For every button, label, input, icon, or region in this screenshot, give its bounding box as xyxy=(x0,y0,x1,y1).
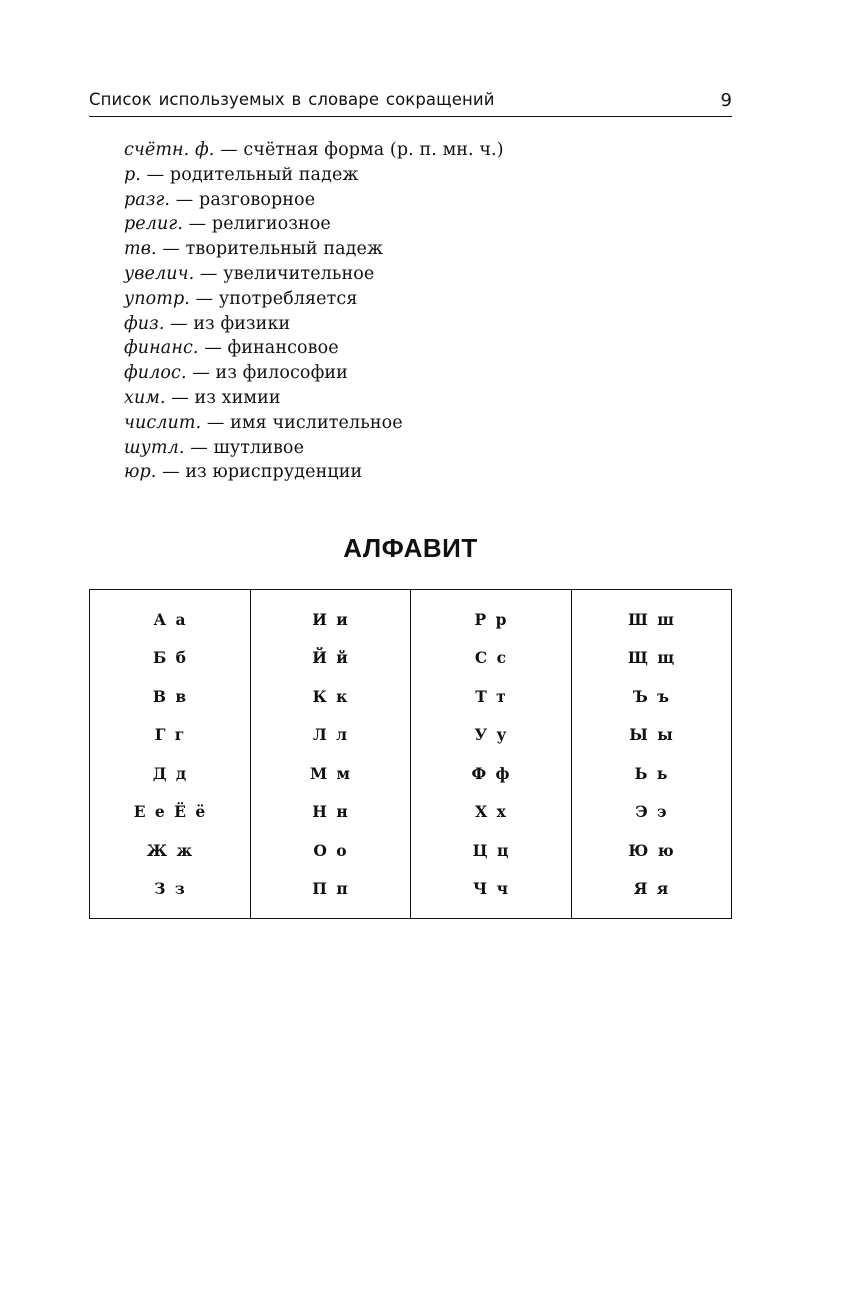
abbreviation-term: филос. xyxy=(124,363,187,384)
abbreviation-entry xyxy=(124,336,504,361)
abbreviation-entry xyxy=(124,361,504,386)
letter-cell: Ж ж xyxy=(90,831,251,870)
letter-cell: Ы ы xyxy=(571,716,732,755)
abbreviation-expansion: — из химии xyxy=(165,387,281,408)
letter-cell: Д д xyxy=(90,754,251,793)
letter-cell: Т т xyxy=(411,677,572,716)
letter-cell: М м xyxy=(250,754,411,793)
letter-cell: Ц ц xyxy=(411,831,572,870)
alphabet-row xyxy=(90,716,732,755)
letter-cell: Я я xyxy=(571,870,732,919)
abbreviation-entry xyxy=(124,237,504,262)
abbreviation-entry xyxy=(124,163,504,188)
alphabet-table xyxy=(89,589,732,919)
abbreviation-expansion: — из юриспруденции xyxy=(156,462,363,483)
alphabet-row xyxy=(90,677,732,716)
letter-cell: Е е Ё ё xyxy=(90,793,251,832)
abbreviation-expansion: — употребляется xyxy=(189,288,358,309)
letter-cell: К к xyxy=(250,677,411,716)
abbreviation-term: разг. xyxy=(124,189,171,210)
abbreviation-entry xyxy=(124,262,504,287)
letter-cell: В в xyxy=(90,677,251,716)
letter-cell: Ф ф xyxy=(411,754,572,793)
abbreviation-term: финанс. xyxy=(124,338,199,359)
abbreviation-expansion: — разговорное xyxy=(170,189,316,210)
abbreviation-entry xyxy=(124,436,504,461)
alphabet-row xyxy=(90,870,732,919)
letter-cell: Г г xyxy=(90,716,251,755)
alphabet-row xyxy=(90,754,732,793)
abbreviation-term: р. xyxy=(124,164,141,185)
abbreviation-expansion: — из философии xyxy=(186,363,348,384)
letter-cell: Н н xyxy=(250,793,411,832)
letter-cell: У у xyxy=(411,716,572,755)
letter-cell: О о xyxy=(250,831,411,870)
letter-cell: Р р xyxy=(411,590,572,639)
letter-cell: З з xyxy=(90,870,251,919)
abbreviation-term: счётн. ф. xyxy=(124,140,215,160)
abbreviation-entry xyxy=(124,411,504,436)
letter-cell: Э э xyxy=(571,793,732,832)
letter-cell: А а xyxy=(90,590,251,639)
alphabet-row xyxy=(90,639,732,678)
letter-cell: П п xyxy=(250,870,411,919)
letter-cell: Ь ь xyxy=(571,754,732,793)
abbreviation-term: числит. xyxy=(124,412,202,433)
abbreviation-entry xyxy=(124,460,504,485)
abbreviation-term: шутл. xyxy=(124,437,185,458)
letter-cell: Ш ш xyxy=(571,590,732,639)
letter-cell: Х х xyxy=(411,793,572,832)
abbreviation-entry xyxy=(124,212,504,237)
abbreviation-expansion: — счётная форма (р. п. мн. ч.) xyxy=(214,140,504,160)
abbreviation-expansion: — родительный падеж xyxy=(140,164,359,185)
abbreviation-term: тв. xyxy=(124,239,157,260)
abbreviation-entry xyxy=(124,138,504,163)
letter-cell: Л л xyxy=(250,716,411,755)
abbreviation-term: физ. xyxy=(124,313,165,334)
alphabet-row xyxy=(90,831,732,870)
letter-cell: Й й xyxy=(250,639,411,678)
letter-cell: И и xyxy=(250,590,411,639)
abbreviation-term: увелич. xyxy=(124,263,195,284)
letter-cell: Б б xyxy=(90,639,251,678)
header-title: Список используемых в словаре сокращений xyxy=(89,90,495,109)
abbreviation-entry xyxy=(124,386,504,411)
letter-cell: Щ щ xyxy=(571,639,732,678)
abbreviation-term: религ. xyxy=(124,214,183,235)
page-number: 9 xyxy=(720,90,732,111)
abbreviation-expansion: — имя числительное xyxy=(201,412,403,433)
letter-cell: Ю ю xyxy=(571,831,732,870)
abbreviation-expansion: — шутливое xyxy=(184,437,305,458)
abbreviation-expansion: — увеличительное xyxy=(194,263,375,284)
abbreviation-list xyxy=(124,138,504,485)
abbreviation-term: употр. xyxy=(124,288,190,309)
abbreviation-expansion: — финансовое xyxy=(198,338,339,359)
alphabet-row xyxy=(90,793,732,832)
running-header xyxy=(89,88,732,117)
abbreviation-entry xyxy=(124,312,504,337)
letter-cell: Ъ ъ xyxy=(571,677,732,716)
abbreviation-expansion: — творительный падеж xyxy=(156,239,384,260)
abbreviation-term: юр. xyxy=(124,462,157,483)
alphabet-row xyxy=(90,590,732,639)
abbreviation-expansion: — религиозное xyxy=(182,214,331,235)
abbreviation-entry xyxy=(124,287,504,312)
letter-cell: Ч ч xyxy=(411,870,572,919)
abbreviation-expansion: — из физики xyxy=(164,313,291,334)
alphabet-title: АЛФАВИТ xyxy=(343,533,478,563)
letter-cell: С с xyxy=(411,639,572,678)
abbreviation-entry xyxy=(124,188,504,213)
abbreviation-term: хим. xyxy=(124,387,166,408)
